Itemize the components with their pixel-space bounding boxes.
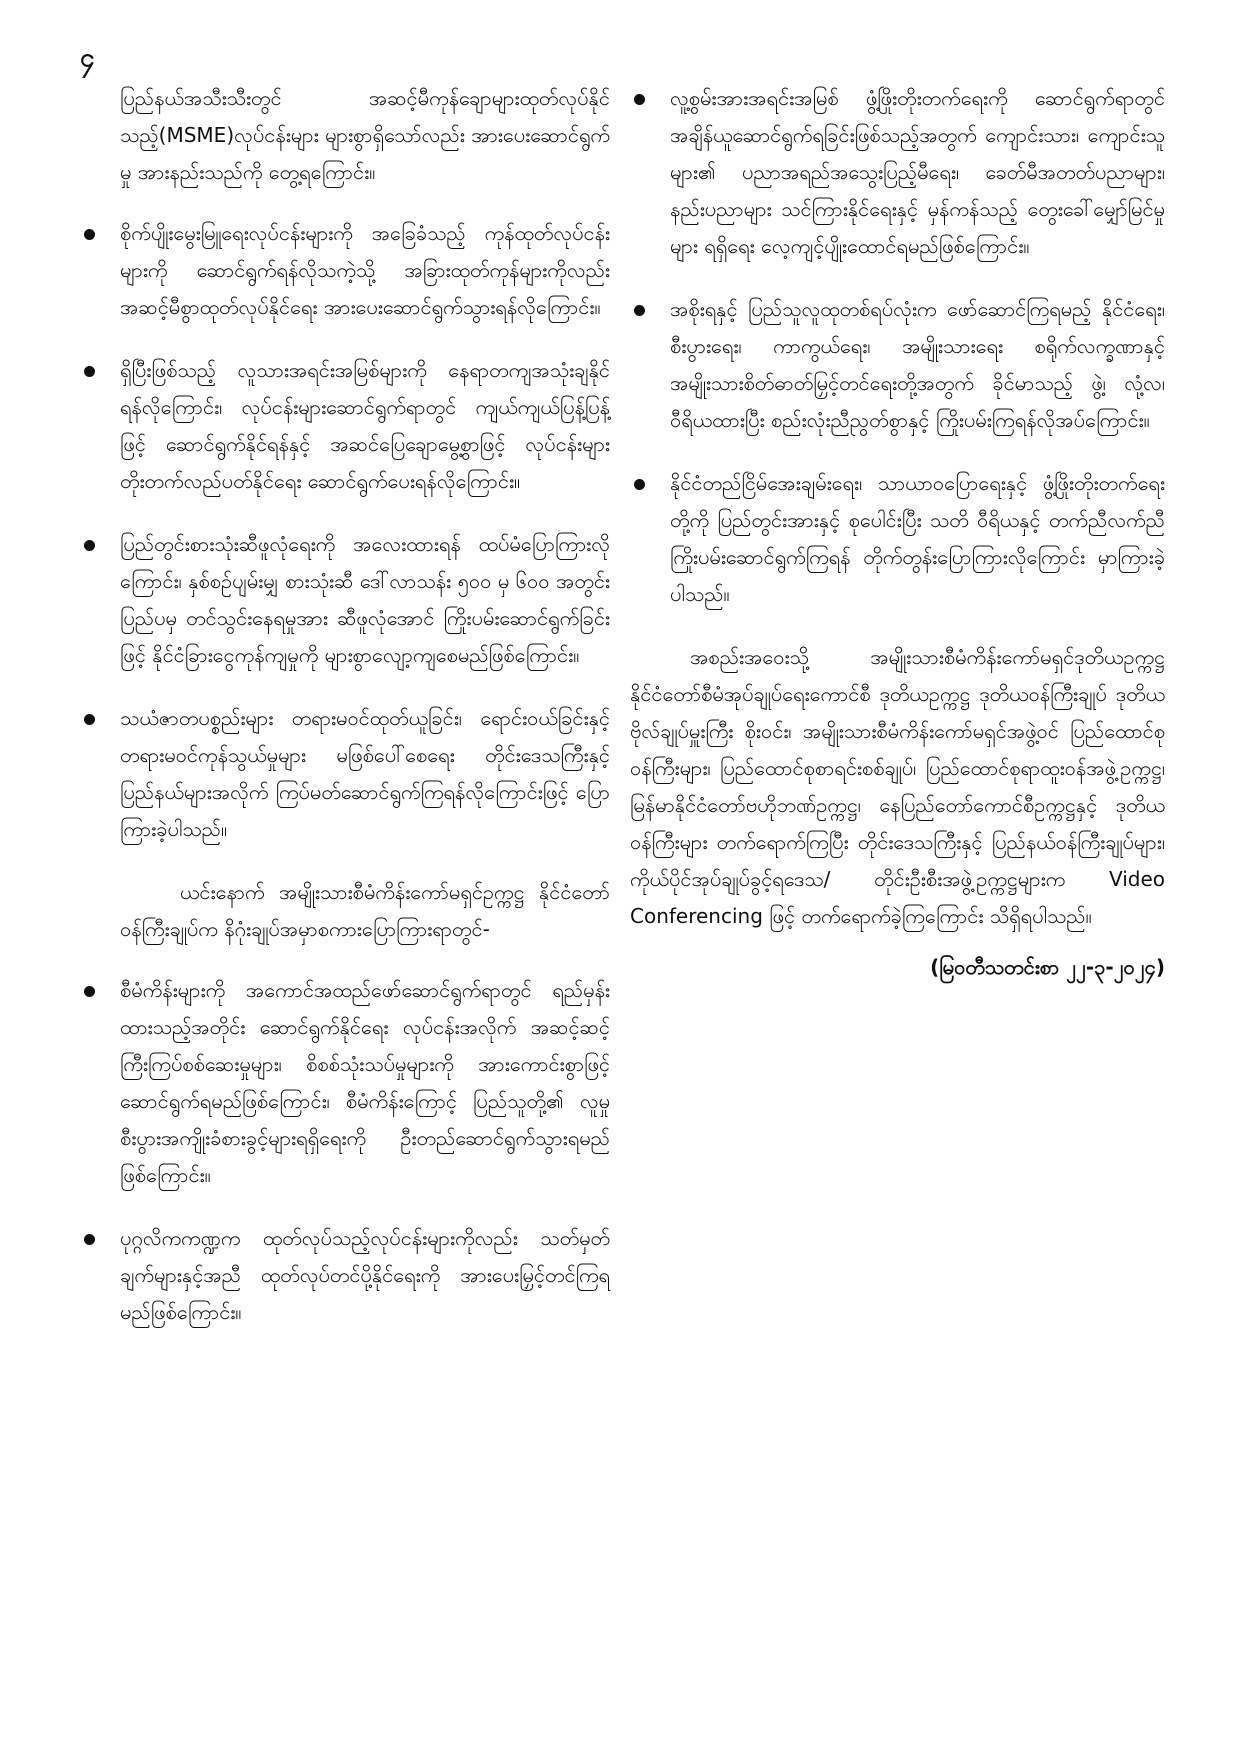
list-item xyxy=(630,465,1165,613)
list-item xyxy=(630,80,1165,265)
right-column xyxy=(630,80,1165,1006)
list-item xyxy=(630,291,1165,439)
list-item xyxy=(80,700,610,848)
list-item-text: အစိုးရနှင့် ပြည်သူလူထုတစ်ရပ်လုံးက ဖော်ဆောင်ကြရမည့် နိုင်ငံရေး၊ စီးပွားရေး၊ ကာကွယ်ရေး၊ အမျိုးသားရေး စရိုက်လက္ခဏာနှင့် အမျိုးသားစိတ်ဓာတ်မြှင့်တင်ရေးတို့အတွက် ခိုင်မာသည့် ဖွဲ့၊ လုံ့လ၊ ဝီရိယထားပြီး စည်းလုံးညီညွတ်စွာနှင့် ကြိုးပမ်းကြရန်လိုအပ်ကြောင်း။ xyxy=(670,297,1165,432)
list-item-text: ပုဂ္ဂလိကကဏ္ဍက ထုတ်လုပ်သည့်လုပ်ငန်းများကိုလည်း သတ်မှတ်ချက်များနှင့်အညီ ထုတ်လုပ်တင်ပို့နိုင်ရေးကို အားပေးမြှင့်တင်ကြရမည်ဖြစ်ကြောင်း။ xyxy=(120,1226,610,1324)
list-item-text: ပြည်တွင်းစားသုံးဆီဖူလုံရေးကို အလေးထားရန် ထပ်မံပြောကြားလိုကြောင်း၊ နှစ်စဉ်ပျမ်းမျှ စားသုံးဆီ ဒေါ်လာသန်း ၅၀၀ မှ ၆၀၀ အတွင်း ပြည်ပမှ တင်သွင်းနေရမှုအား ဆီဖူလုံအောင် ကြိုးပမ်းဆောင်ရွက်ခြင်းဖြင့် နိုင်ငံခြားငွေကုန်ကျမှုကို များစွာလျော့ကျစေမည်ဖြစ်ကြောင်း။ xyxy=(120,532,610,667)
list-item-text: နိုင်ငံတည်ငြိမ်အေးချမ်းရေး၊ သာယာဝပြောရေးနှင့် ဖွံ့ဖြိုးတိုးတက်ရေးတို့ကို ပြည်တွင်းအားနှင့် စုပေါင်းပြီး သတိ ဝီရိယနှင့် တက်ညီလက်ညီ ကြိုးပမ်းဆောင်ရွက်ကြရန် တိုက်တွန်းပြောကြားလိုကြောင်း မှာကြားခဲ့ပါသည်။ xyxy=(670,471,1165,606)
bullet-icon xyxy=(84,1234,95,1245)
list-item-text: စိုက်ပျိုးမွေးမြူရေးလုပ်ငန်းများကို အခြေခံသည့် ကုန်ထုတ်လုပ်ငန်းများကို ဆောင်ရွက်ရန်လိုသကဲ့သို့ အခြားထုတ်ကုန်များကိုလည်း အဆင့်မီစွာထုတ်လုပ်နိုင်ရေး အားပေးဆောင်ရွက်သွားရန်လိုကြောင်း။ xyxy=(120,221,610,319)
bullet-icon xyxy=(634,94,645,105)
page-number: ၄ xyxy=(80,43,95,73)
list-item xyxy=(80,352,610,500)
bullet-icon xyxy=(84,229,95,240)
intro-paragraph: ပြည်နယ်အသီးသီးတွင် အဆင့်မီကုန်ချောများထုတ်လုပ်နိုင်သည့်(MSME)လုပ်ငန်းများ များစွာရှိသော်လည်း အားပေးဆောင်ရွက်မှု အားနည်းသည်ကို တွေ့ရကြောင်း။ xyxy=(120,86,610,184)
source-citation: (မြဝတီသတင်းစာ ၂၂-၃-၂၀၂၄) xyxy=(930,955,1165,979)
list-item xyxy=(80,972,610,1194)
list-item-text: စီမံကိန်းများကို အကောင်အထည်ဖော်ဆောင်ရွက်ရာတွင် ရည်မှန်းထားသည့်အတိုင်း ဆောင်ရွက်နိုင်ရေး လုပ်ငန်းအလိုက် အဆင့်ဆင့်ကြီးကြပ်စစ်ဆေးမှုများ၊ စိစစ်သုံးသပ်မှုများကို အားကောင်းစွာဖြင့် ဆောင်ရွက်ရမည်ဖြစ်ကြောင်း၊ စီမံကိန်းကြောင့် ပြည်သူတို့၏ လူမှုစီးပွားအကျိုးခံစားခွင့်များရရှိရေးကို ဦးတည်ဆောင်ရွက်သွားရမည်ဖြစ်ကြောင်း။ xyxy=(120,978,610,1187)
list-item xyxy=(80,215,610,326)
list-item-text: လူ့စွမ်းအားအရင်းအမြစ် ဖွံ့ဖြိုးတိုးတက်ရေးကို ဆောင်ရွက်ရာတွင် အချိန်ယူဆောင်ရွက်ရခြင်းဖြစ်သည့်အတွက် ကျောင်းသား၊ ကျောင်းသူများ၏ ပညာအရည်အသွေးပြည့်မီရေး၊ ခေတ်မီအတတ်ပညာများ၊ နည်းပညာများ သင်ကြားနိုင်ရေးနှင့် မှန်ကန်သည့် တွေးခေါ်မျှော်မြင်မှုများ ရရှိရေး လေ့ကျင့်ပျိုးထောင်ရမည်ဖြစ်ကြောင်း။ xyxy=(670,86,1165,258)
left-column xyxy=(80,80,610,1357)
bullet-icon xyxy=(84,714,95,725)
list-item xyxy=(80,526,610,674)
list-item-text: ရှိပြီးဖြစ်သည့် လူသားအရင်းအမြစ်များကို နေရာတကျအသုံးချနိုင်ရန်လိုကြောင်း၊ လုပ်ငန်းများဆောင်ရွက်ရာတွင် ကျယ်ကျယ်ပြန့်ပြန့်ဖြင့် ဆောင်ရွက်နိုင်ရန်နှင့် အဆင်ပြေချောမွေ့စွာဖြင့် လုပ်ငန်းများတိုးတက်လည်ပတ်နိုင်ရေး ဆောင်ရွက်ပေးရန်လိုကြောင်း။ xyxy=(120,358,610,493)
bullet-icon xyxy=(634,305,645,316)
bullet-icon xyxy=(84,366,95,377)
list-item-text: သယံဇာတပစ္စည်းများ တရားမဝင်ထုတ်ယူခြင်း၊ ရောင်းဝယ်ခြင်းနှင့် တရားမဝင်ကုန်သွယ်မှုများ မဖြစ်ပေါ်စေရေး တိုင်းဒေသကြီးနှင့် ပြည်နယ်များအလိုက် ကြပ်မတ်ဆောင်ရွက်ကြရန်လိုကြောင်းဖြင့် ပြောကြားခဲ့ပါသည်။ xyxy=(120,706,610,841)
bullet-icon xyxy=(84,540,95,551)
closing-paragraph: အစည်းအဝေးသို့ အမျိုးသားစီမံကိန်းကော်မရှင်ဒုတိယဥက္ကဋ္ဌ နိုင်ငံတော်စီမံအုပ်ချုပ်ရေးကောင်စီ ဒုတိယဥက္ကဋ္ဌ ဒုတိယဝန်ကြီးချုပ် ဒုတိယဗိုလ်ချုပ်မှူးကြီး စိုးဝင်း၊ အမျိုးသားစီမံကိန်းကော်မရှင်အဖွဲ့ဝင် ပြည်ထောင်စုဝန်ကြီးများ၊ ပြည်ထောင်စုစာရင်းစစ်ချုပ်၊ ပြည်ထောင်စုရာထူးဝန်အဖွဲ့ဥက္ကဋ္ဌ၊ မြန်မာနိုင်ငံတော်ဗဟိုဘဏ်ဥက္ကဋ္ဌ၊ နေပြည်တော်ကောင်စီဥက္ကဋ္ဌနှင့် ဒုတိယဝန်ကြီးများ တက်ရောက်ကြပြီး တိုင်းဒေသကြီးနှင့် ပြည်နယ်ဝန်ကြီးချုပ်များ၊ ကိုယ်ပိုင်အုပ်ချုပ်ခွင့်ရဒေသ/ တိုင်းဦးစီးအဖွဲ့ဥက္ကဋ္ဌများက Video Conferencing ဖြင့် တက်ရောက်ခဲ့ကြကြောင်း သိရှိရပါသည်။ xyxy=(630,645,1165,928)
bullet-icon xyxy=(634,479,645,490)
transition-paragraph: ယင်းနောက် အမျိုးသားစီမံကိန်းကော်မရှင်ဥက္ကဋ္ဌ နိုင်ငံတော်ဝန်ကြီးချုပ်က နိဂုံးချုပ်အမှာစကားပြောကြားရာတွင်- xyxy=(120,880,610,941)
list-item xyxy=(80,1220,610,1331)
bullet-icon xyxy=(84,986,95,997)
